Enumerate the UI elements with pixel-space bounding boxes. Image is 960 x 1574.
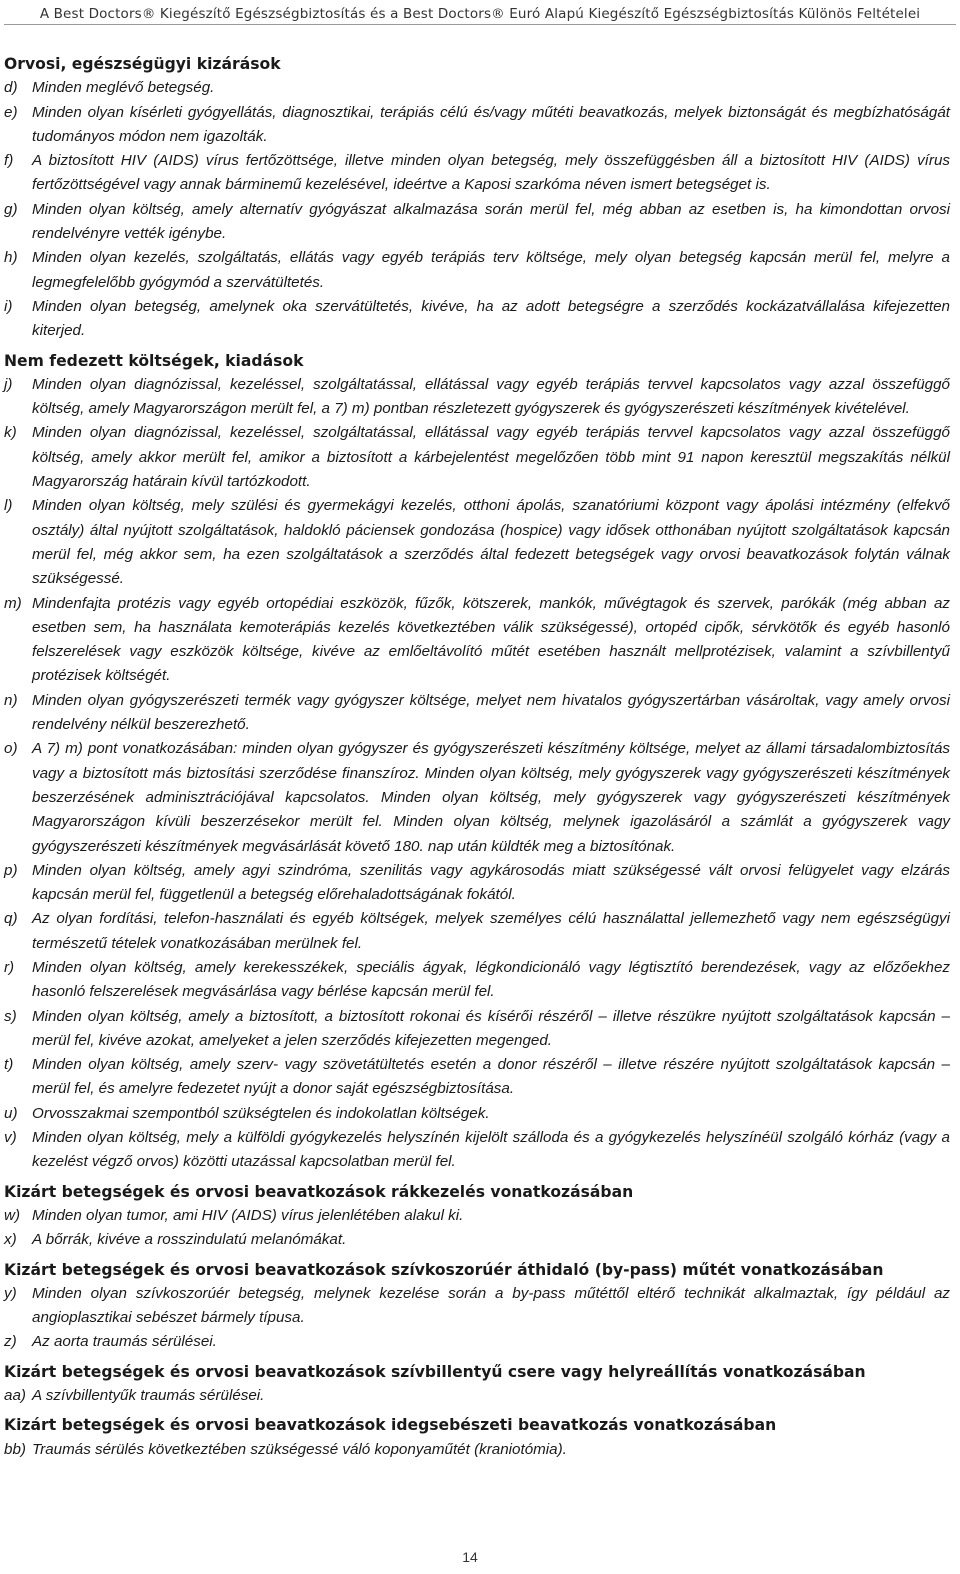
list-item — [4, 859, 950, 908]
item-label: y) — [4, 1284, 17, 1302]
section-title: Kizárt betegségek és orvosi beavatkozások rákkezelés vonatkozásában — [4, 1182, 634, 1201]
page-number: 14 — [462, 1549, 478, 1565]
section-title: Kizárt betegségek és orvosi beavatkozások szívbillentyű csere vagy helyreállítás vonatkozásában — [4, 1362, 866, 1381]
item-label: g) — [4, 200, 18, 218]
item-text: A szívbillentyűk traumás sérülései. — [32, 1387, 265, 1405]
item-text: Minden olyan kezelés, szolgáltatás, ellátás vagy egyéb terápiás terv költsége, mely olyan betegség kapcsán merül fel, melyre a legmegfelelőbb gyógymód a szervátültetés. — [32, 249, 950, 291]
page-header: A Best Doctors® Kiegészítő Egészségbiztosítás és a Best Doctors® Euró Alapú Kiegészítő Egészségbiztosítás Különös Feltételei — [39, 6, 921, 22]
item-label: i) — [4, 297, 13, 315]
item-text: Az olyan fordítási, telefon-használati és egyéb költségek, melyek személyes célú használattal jellemezhető vagy nem egészségügyi természetű tételek vonatkozásában merülnek fel. — [32, 910, 950, 952]
item-label: k) — [4, 424, 17, 442]
item-text: Orvosszakmai szempontból szükségtelen és indokolatlan költségek. — [32, 1104, 490, 1122]
list-item — [4, 76, 950, 100]
list-item — [4, 956, 950, 1005]
header-divider — [4, 24, 956, 25]
item-text: Minden olyan tumor, ami HIV (AIDS) vírus jelenlétében alakul ki. — [32, 1206, 464, 1224]
list-item — [4, 1438, 950, 1462]
list-item — [4, 592, 950, 689]
item-label: m) — [4, 594, 22, 612]
list-item — [4, 907, 950, 956]
item-label: z) — [4, 1333, 17, 1351]
item-text: Minden olyan költség, mely szülési és gyermekágyi kezelés, otthoni ápolás, szanatóriumi központ vagy ápolási intézmény (elfekvő osztály) által nyújtott szolgáltatások, haldokló páciensek gondozása (hospice) vagy idősek otthonában nyújtott szolgáltatások kapcsán merül fel, még akkor sem, ha ezen szolgáltatások a szerződés által fedezett betegségek vagy orvosi beavatkozások folytán válnak szükségessé. — [32, 497, 950, 588]
item-label: t) — [4, 1056, 14, 1074]
item-text: Minden meglévő betegség. — [32, 79, 215, 97]
list-item — [4, 1330, 950, 1354]
item-label: p) — [4, 861, 18, 879]
list-item — [4, 689, 950, 738]
item-label: r) — [4, 958, 15, 976]
list-item — [4, 1204, 950, 1228]
list-item — [4, 1282, 950, 1331]
item-label: x) — [4, 1231, 17, 1249]
list-item — [4, 101, 950, 150]
document-body — [4, 52, 950, 1462]
item-text: Minden olyan diagnózissal, kezeléssel, szolgáltatással, ellátással vagy egyéb terápiás tervvel kapcsolatos vagy azzal összefüggő költség, amely Magyarországon merült fel, a 7) m) pontban részletezett gyógyszerek és gyógyszerészeti készítmények kivételével. — [32, 375, 950, 418]
item-label: l) — [4, 497, 13, 515]
item-label: s) — [4, 1007, 17, 1025]
list-item — [4, 1126, 950, 1175]
item-label: w) — [4, 1206, 21, 1224]
item-text: Minden olyan költség, mely a külföldi gyógykezelés helyszínén kijelölt szálloda és a gyógykezelés helyszínéül szolgáló kórház (vagy a kezelést végző orvos) közötti utazással kapcsolatban merül fel. — [32, 1129, 950, 1171]
list-item — [4, 1005, 950, 1054]
item-label: h) — [4, 249, 18, 267]
section-title: Orvosi, egészségügyi kizárások — [4, 55, 281, 73]
list-item — [4, 149, 950, 198]
item-text: A bőrrák, kivéve a rosszindulatú melanómákat. — [32, 1231, 347, 1249]
item-text: A 7) m) pont vonatkozásában: minden olyan gyógyszer és gyógyszerészeti készítmény költsége, melyet az állami társadalombiztosítás vagy a biztosított más biztosítási szerződése finanszíroz. Minden olyan költség, mely gyógyszerek vagy gyógyszerészeti készítmények beszerzésének adminisztrációjával kapcsolatos. Minden olyan költség, mely gyógyszerek vagy gyógyszerészeti készítmények Magyarországon kívüli beszerzésekor merült fel. Minden olyan költség, melynek igazolásáról a számlát a gyógyszerek vagy gyógyszerészeti készítmények megvásárlását követő 180. nap után küldték meg a biztosítónak. — [32, 740, 950, 855]
item-label: d) — [4, 79, 18, 97]
item-text: Minden olyan költség, amely kerekesszékek, speciális ágyak, légkondicionáló vagy légtisztító berendezések, vagy az előzőekhez hasonló felszerelések megvásárlása vagy bérlése kapcsán merül fel. — [32, 958, 950, 1001]
item-text: Minden olyan költség, amely a biztosított, a biztosított rokonai és kísérői részéről – illetve részükre nyújtott szolgáltatások kapcsán – merül fel, kivéve azokat, amelyeket a jelen szerződés kifejezetten megenged. — [32, 1007, 950, 1049]
item-text: Minden olyan szívkoszorúér betegség, melynek kezelése során a by-pass műtéttől eltérő technikát alkalmaztak, így például az angioplasztikai sebészet bármely típusa. — [32, 1284, 950, 1327]
item-label: e) — [4, 103, 18, 121]
item-label: u) — [4, 1104, 18, 1122]
item-label: o) — [4, 740, 18, 758]
section-title: Kizárt betegségek és orvosi beavatkozások szívkoszorúér áthidaló (by-pass) műtét vonatkozásában — [4, 1260, 884, 1279]
list-item — [4, 1384, 950, 1408]
list-item — [4, 421, 950, 494]
list-item — [4, 1053, 950, 1102]
item-text: Mindenfajta protézis vagy egyéb ortopédiai eszközök, fűzők, kötszerek, mankók, művégtagok és szervek, parókák (még abban az esetben sem, ha használata kemoterápiás kezelés következtében válik szükségessé), ortopéd cipők, sérvkötők és egyéb hasonló felszerelések vagy eszközök költsége, kivéve az emlőeltávolító műtét esetében használt mellprotézisek, valamint a szívbillentyű protézisek költségét. — [32, 594, 950, 685]
section-title: Nem fedezett költségek, kiadások — [4, 351, 304, 370]
section-title: Kizárt betegségek és orvosi beavatkozások idegsebészeti beavatkozás vonatkozásában — [4, 1416, 777, 1435]
item-label: q) — [4, 910, 18, 928]
item-label: bb) — [4, 1440, 26, 1458]
list-item — [4, 737, 950, 858]
item-label: aa) — [4, 1387, 26, 1405]
list-item — [4, 295, 950, 344]
item-text: Minden olyan költség, amely alternatív gyógyászat alkalmazása során merül fel, még abban az esetben is, ha kimondottan orvosi rendelvényre vették igénybe. — [32, 200, 950, 243]
list-item — [4, 1102, 950, 1126]
item-label: f) — [4, 152, 14, 170]
list-item — [4, 198, 950, 247]
item-label: n) — [4, 691, 18, 709]
list-item — [4, 246, 950, 295]
list-item — [4, 373, 950, 422]
item-text: Minden olyan kísérleti gyógyellátás, diagnosztikai, terápiás célú és/vagy műtéti beavatkozás, melyek biztonságát és megbízhatóságát tudományos módon nem igazolták. — [32, 103, 950, 145]
item-label: v) — [4, 1129, 17, 1147]
item-text: Traumás sérülés következtében szükségessé váló koponyaműtét (kraniotómia). — [32, 1440, 567, 1458]
item-label: j) — [4, 375, 13, 393]
item-text: Minden olyan költség, amely agyi szindróma, szenilitás vagy agykárosodás miatt szükségessé vált orvosi felügyelet vagy elzárás kapcsán merül fel, függetlenül a betegség előrehaladottságának fokától. — [32, 861, 950, 904]
item-text: Minden olyan betegség, amelynek oka szervátültetés, kivéve, ha az adott betegségre a szerződés kockázatvállalása kifejezetten kiterjed. — [32, 297, 950, 340]
item-text: Az aorta traumás sérülései. — [32, 1333, 217, 1351]
item-text: Minden olyan költség, amely szerv- vagy szövetátültetés esetén a donor részéről – illetve részére nyújtott szolgáltatások kapcsán – merül fel, és amelyre fedezetet nyújt a donor saját egészségbiztosítása. — [32, 1056, 950, 1098]
list-item — [4, 1228, 950, 1252]
item-text: Minden olyan gyógyszerészeti termék vagy gyógyszer költsége, melyet nem hivatalos gyógyszertárban vásároltak, vagy amely orvosi rendelvény nélkül beszerezhető. — [32, 691, 950, 734]
list-item — [4, 494, 950, 591]
item-text: Minden olyan diagnózissal, kezeléssel, szolgáltatással, ellátással vagy egyéb terápiás tervvel kapcsolatos vagy azzal összefüggő költség, amely akkor merült fel, amikor a biztosított a kárbejelentést megelőzően több mint 91 napon keresztül megszakítás nélkül Magyarország határain kívül tartózkodott. — [32, 424, 950, 491]
item-text: A biztosított HIV (AIDS) vírus fertőzöttsége, illetve minden olyan betegség, mely összefüggésben áll a biztosított HIV (AIDS) vírus fertőzöttségével vagy annak bárminemű kezelésével, ideértve a Kaposi szarkóma néven ismert betegséget is. — [32, 152, 950, 194]
